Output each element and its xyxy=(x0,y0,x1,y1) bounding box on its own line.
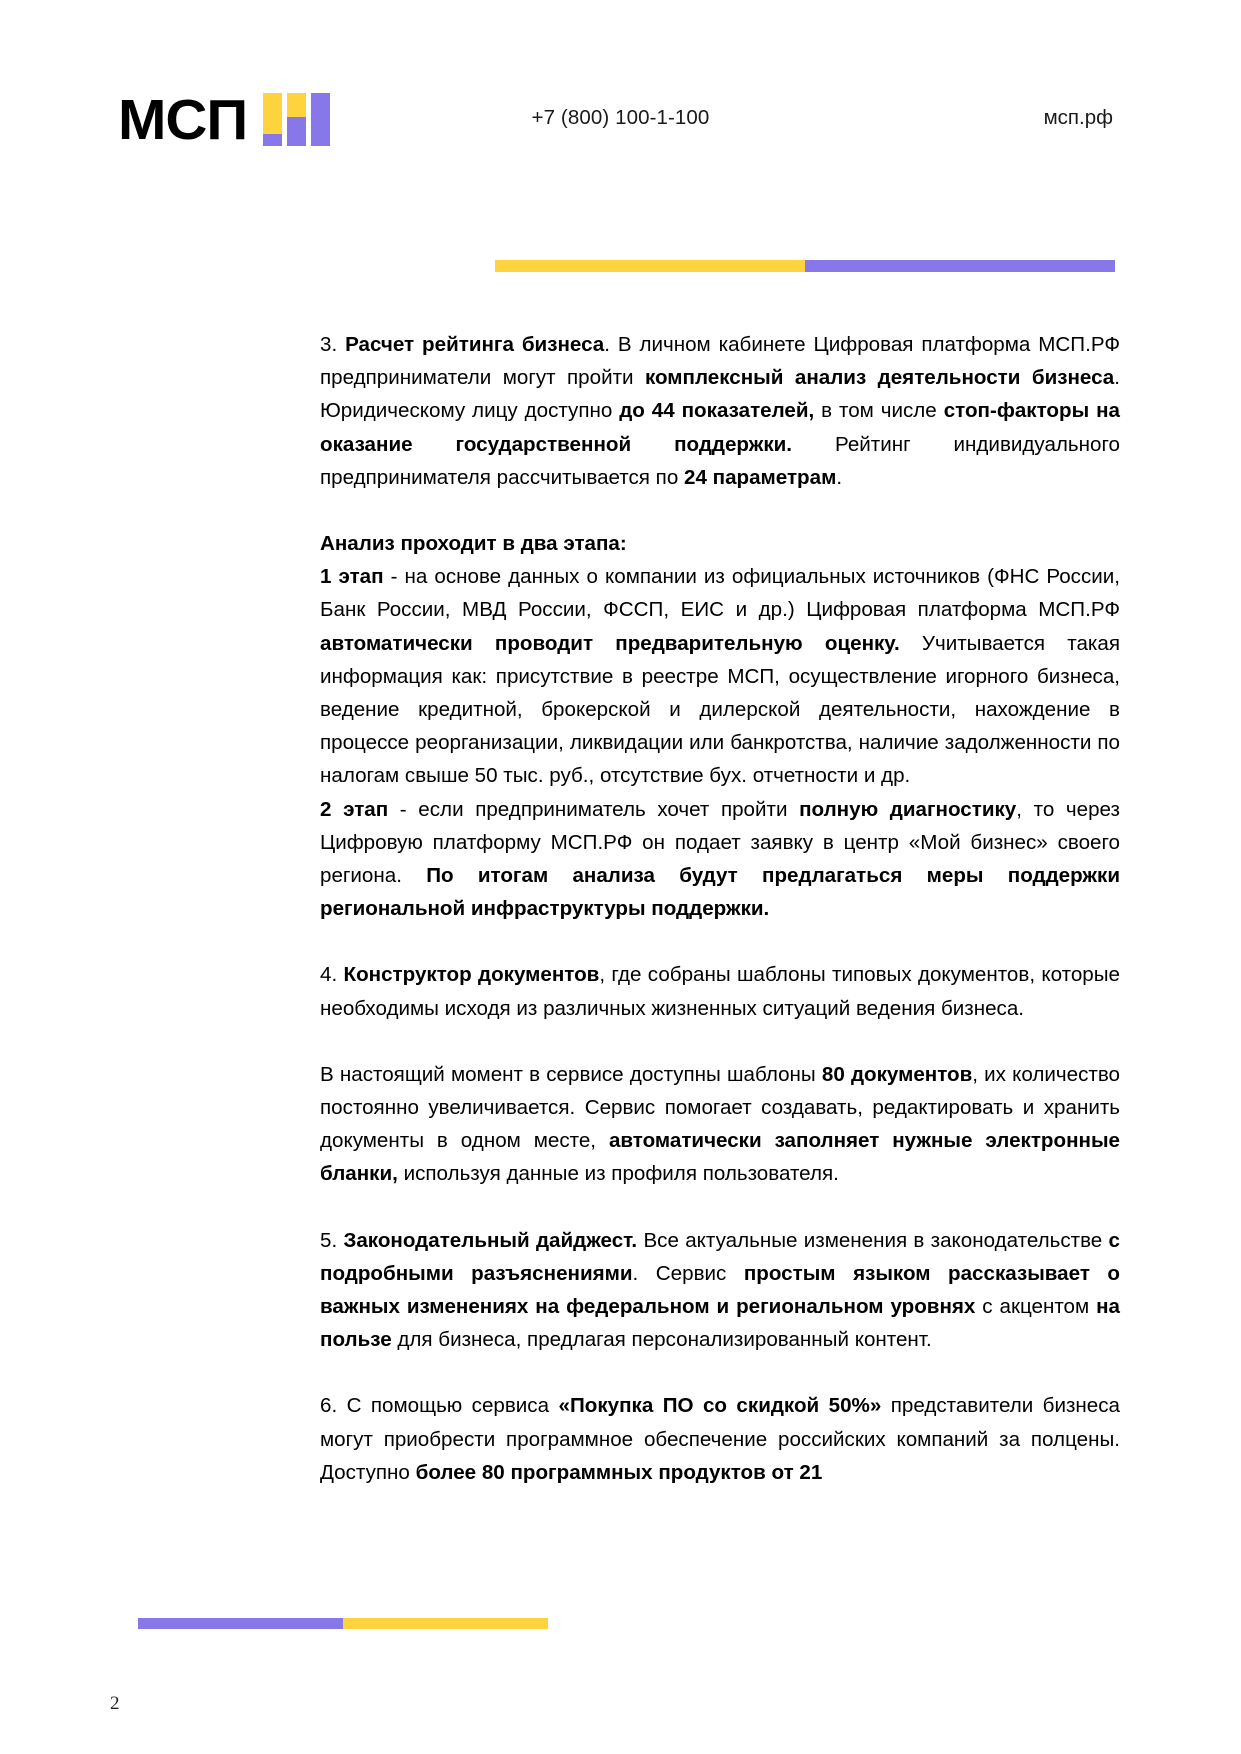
p3-text-3: . Юридическому лицу доступно xyxy=(320,366,1120,423)
p4-bold-title: Конструктор документов xyxy=(343,963,600,987)
stage2-label: 2 этап xyxy=(320,797,389,821)
p3-bold-3: до 44 показателей, xyxy=(619,399,815,423)
p4b-text-3: используя данные из профиля пользователя. xyxy=(397,1162,839,1186)
p6-bold-1: «Покупка ПО со скидкой 50%» xyxy=(558,1394,882,1418)
stage2-text-1: - если предприниматель хочет пройти xyxy=(388,797,800,821)
p3-text-2: . В личном кабинете Цифровая платформа МСП.РФ предприниматели могут пройти xyxy=(320,333,1120,390)
stage2-bold-3: По итогам анализа будут предлагаться меры поддержки региональной инфраструктуры поддержки. xyxy=(320,864,1120,921)
page-number: 2 xyxy=(110,1693,120,1714)
spacer-4 xyxy=(320,1191,1120,1224)
p4b-bold-2: автоматически заполняет нужные электронные бланки, xyxy=(320,1129,1120,1186)
paragraph-6 xyxy=(320,1389,1120,1489)
p3-bold-4: стоп-факторы на оказание государственной поддержки. xyxy=(320,399,1120,456)
page-header xyxy=(0,88,1241,156)
paragraph-stage-1 xyxy=(320,560,1120,792)
p6-text-1: 6. С помощью сервиса xyxy=(320,1394,559,1418)
decor-bar-bottom xyxy=(138,1618,548,1629)
decor-bar-top xyxy=(495,260,1115,272)
p6-text-2: представители бизнеса могут приобрести программное обеспечение российских компаний за полцены. Доступно xyxy=(320,1394,1120,1484)
paragraph-4 xyxy=(320,958,1120,1024)
stages-heading-text: Анализ проходит в два этапа: xyxy=(320,532,627,556)
header-website: мсп.рф xyxy=(1043,106,1113,129)
p3-text-6: . xyxy=(836,465,843,489)
logo-bar-1-purple-segment xyxy=(263,134,282,146)
stage1-text-2: Учитывается такая информация как: присутствие в реестре МСП, осуществление игорного бизнеса, ведение кредитной, брокерской и дилерской деятельности, нахождение в процессе реорганизации, ликвидации или банкротства, наличие задолженности по налогам свыше 50 тыс. руб., отсутствие бух. отчетности и др. xyxy=(320,631,1121,788)
spacer-1 xyxy=(320,494,1120,527)
spacer-5 xyxy=(320,1356,1120,1389)
p5-text-2: Все актуальные изменения в законодательстве xyxy=(637,1228,1109,1252)
p5-text-4: с акцентом xyxy=(975,1295,1097,1319)
decor-bar-bottom-purple xyxy=(138,1618,343,1629)
p6-bold-2: более 80 программных продуктов от 21 xyxy=(415,1460,823,1484)
stage1-text-1: - на основе данных о компании из официальных источников (ФНС России, Банк России, МВД России, ФССП, ЕИС и др.) Цифровая платформа МСП.РФ xyxy=(320,565,1120,622)
stages-heading xyxy=(320,527,1120,560)
p3-bold-title: Расчет рейтинга бизнеса xyxy=(345,333,605,356)
p4-text-2: , где собраны шаблоны типовых документов, которые необходимы исходя из различных жизненных ситуаций ведения бизнеса. xyxy=(320,963,1120,1020)
p5-bold-title: Законодательный дайджест. xyxy=(343,1228,638,1252)
header-phone-number: +7 (800) 100-1-100 xyxy=(531,106,710,129)
p4b-text-2: , их количество постоянно увеличивается. Сервис помогает создавать, редактировать и хранить документы в одном месте, xyxy=(320,1062,1120,1153)
p3-text-4: в том числе xyxy=(814,399,944,423)
paragraph-stage-2 xyxy=(320,793,1120,926)
p5-bold-2: с подробными разъяснениями xyxy=(320,1228,1120,1285)
p5-number: 5. xyxy=(320,1228,344,1252)
p4b-text-1: В настоящий момент в сервисе доступны шаблоны xyxy=(320,1062,822,1086)
paragraph-3 xyxy=(320,328,1120,494)
p4b-bold-1: 80 документов xyxy=(821,1062,973,1086)
spacer-3 xyxy=(320,1025,1120,1058)
logo-wordmark: МСП xyxy=(118,88,248,152)
p4-number: 4. xyxy=(320,963,344,987)
stage2-text-2: , то через Цифровую платформу МСП.РФ он подает заявку в центр «Мой бизнес» своего региона. xyxy=(320,797,1120,888)
decor-bar-top-purple xyxy=(805,260,1115,272)
stage1-bold-2: автоматически проводит предварительную оценку. xyxy=(320,631,900,655)
decor-bar-top-yellow xyxy=(495,260,805,272)
decor-bar-bottom-yellow xyxy=(343,1618,548,1629)
stage2-bold-2: полную диагностику xyxy=(799,797,1017,821)
paragraph-4b xyxy=(320,1058,1120,1191)
document-body xyxy=(320,328,1120,1489)
paragraph-5 xyxy=(320,1224,1120,1357)
p3-bold-2: комплексный анализ деятельности бизнеса xyxy=(644,366,1115,390)
p3-number: 3. xyxy=(320,333,346,356)
p5-bold-3: простым языком рассказывает о важных изменениях на федеральном и региональном уровнях xyxy=(320,1261,1121,1319)
p5-bold-4: на пользе xyxy=(320,1295,1120,1352)
p3-bold-5: 24 параметрам xyxy=(684,465,837,489)
p3-text-5: Рейтинг индивидуального предпринимателя рассчитывается по xyxy=(320,432,1121,489)
p5-text-3: . Сервис xyxy=(632,1261,744,1285)
stage1-label: 1 этап xyxy=(320,565,384,589)
spacer-2 xyxy=(320,925,1120,958)
p5-text-5: для бизнеса, предлагая персонализированный контент. xyxy=(391,1328,932,1352)
